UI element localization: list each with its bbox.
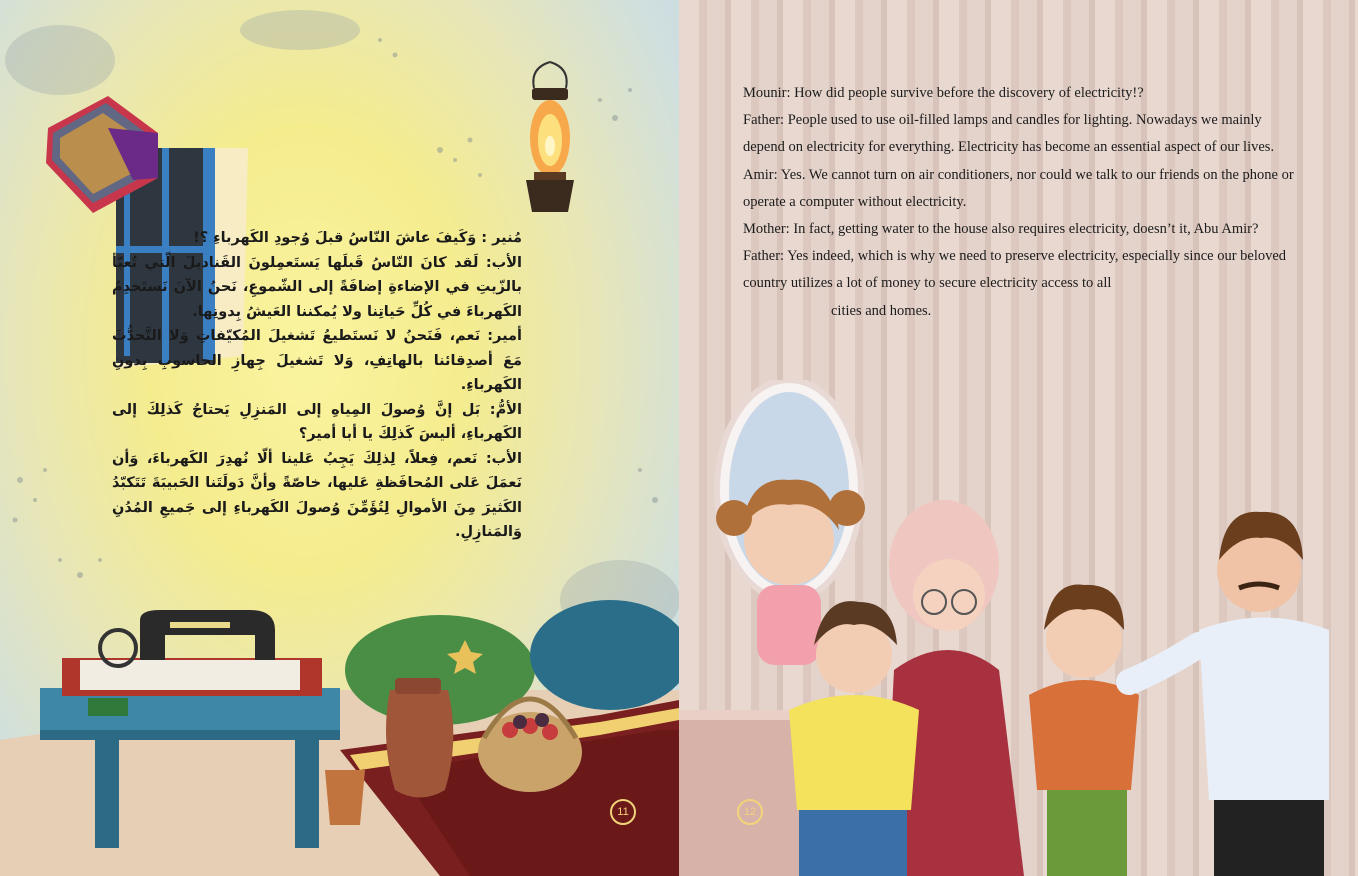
family-illustration (679, 380, 1358, 876)
english-line-4: Mother: In fact, getting water to the house also requires electricity, doesn’t it, Abu Amir? (743, 221, 1259, 238)
english-dialogue (743, 80, 1303, 325)
english-line-5-end: cities and homes. (831, 302, 932, 319)
right-page (679, 0, 1358, 876)
english-line-1: Mounir: How did people survive before the discovery of electricity!? (743, 85, 1144, 101)
oil-lantern-icon (520, 60, 580, 216)
page-number-12: 12 (737, 799, 763, 825)
arabic-line-4: الأمُّ: بَل إنَّ وُصولَ المِياهِ إلى المَنزِلِ يَحتاجُ كَذلِكَ إلى الكَهرباءِ، أليسَ كَذلِكَ يا أبا أمير؟ (112, 401, 522, 442)
room-scene (0, 580, 679, 876)
english-line-2: Father: People used to use oil-filled lamps and candles for lighting. Nowadays we mainly depend on electricity for everything. Electricity has become an essential aspect of our lives. (743, 112, 1275, 156)
english-line-3: Amir: Yes. We cannot turn on air conditioners, nor could we talk to our friends on the phone or operate a computer without electricity. (743, 166, 1294, 210)
page-number-11: 11 (610, 799, 636, 825)
arabic-line-5: الأب: نَعم، فِعلاً، لِذلِكَ يَجِبُ عَلينا ألّا نُهدِرَ الكَهرباءَ، وَأن نَعمَلَ عَلى المُحافَظةِ عَليها، خاصّةً وأنَّ دَولَتَنا الحَبيبَةَ تَتَكبّدُ الكَثيرَ مِنَ الأموالِ لِتُؤَمِّنَ وُصولَ الكَهرباءِ إلى جَميعِ المُدُنِ وَالمَنازِلِ. (112, 450, 522, 540)
arabic-line-2: الأب: لَقد كانَ النّاسُ قَبلَها يَستَعمِلونَ القَناديلَ الّتي تُعبّأ بالزّيتِ في الإضاءةِ إضافَةً إلى الشّموعِ، نَحنُ الآنَ نَستَخدِمُ الكَهرباءَ في كُلِّ حَياتِنا ولا يُمكننا العَيشُ بِدونِها. (112, 254, 522, 320)
english-line-5: Father: Yes indeed, which is why we need to preserve electricity, especially since our beloved country utilizes a lot of money to secure electricity access to all (743, 248, 1287, 292)
arabic-dialogue (112, 226, 522, 545)
arabic-line-1: مُنير : وَكَيفَ عاشَ النّاسُ قبلَ وُجودِ الكَهرباءِ ؟! (193, 230, 522, 246)
arabic-line-3: أمير: نَعم، فَنَحنُ لا نَستَطيعُ تَشغيلَ المُكيّفاتِ وَلا التَّحدُّثَ مَعَ أصدِقائنا بالهاتِفِ، وَلا تَشغيلَ جِهازِ الحاسوبِ بِدونِ الكَهرباءِ. (112, 328, 522, 393)
